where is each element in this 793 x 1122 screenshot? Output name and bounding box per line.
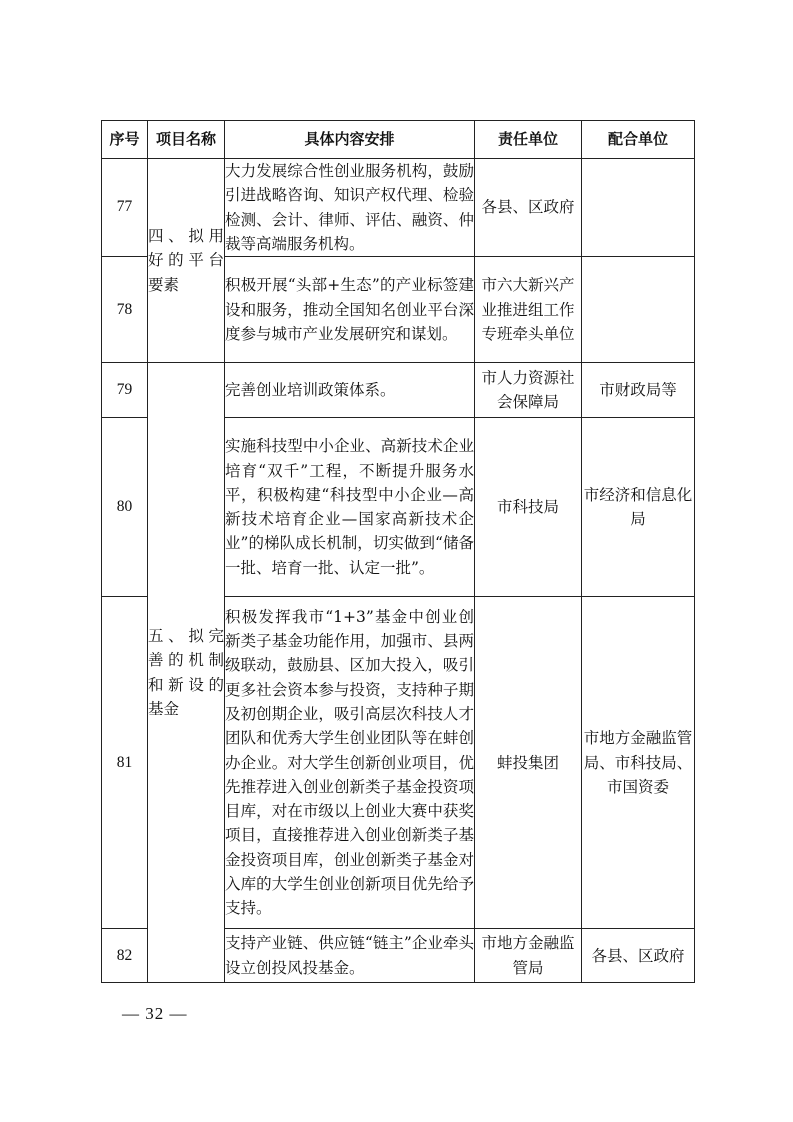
row-support-unit	[582, 159, 695, 257]
page-number: — 32 —	[122, 1004, 188, 1023]
row-support-unit: 市经济和信息化局	[582, 418, 695, 597]
row-support-unit	[582, 257, 695, 363]
row-lead-unit: 市科技局	[475, 418, 582, 597]
header-lead-unit: 责任单位	[475, 121, 582, 159]
row-content: 支持产业链、供应链“链主”企业牵头设立创投风投基金。	[225, 929, 475, 983]
table-row	[102, 363, 695, 418]
row-content: 实施科技型中小企业、高新技术企业培育“双千”工程，不断提升服务水平，积极构建“科技型中小企业—高新技术培育企业—国家高新技术企业”的梯队成长机制，切实做到“储备一批、培育一批、认定一批”。	[225, 418, 475, 597]
header-support-unit: 配合单位	[582, 121, 695, 159]
header-content: 具体内容安排	[225, 121, 475, 159]
table-row	[102, 159, 695, 257]
row-content: 完善创业培训政策体系。	[225, 363, 475, 418]
task-table	[101, 120, 695, 983]
project-group-name: 四、拟用好的平台要素	[148, 159, 225, 363]
row-lead-unit: 市六大新兴产业推进组工作专班牵头单位	[475, 257, 582, 363]
table-header-row	[102, 121, 695, 159]
row-content: 积极开展“头部+生态”的产业标签建设和服务，推动全国知名创业平台深度参与城市产业发展研究和谋划。	[225, 257, 475, 363]
row-number: 78	[102, 257, 148, 363]
project-group-name: 五、拟完善的机制和新设的基金	[148, 363, 225, 983]
header-no: 序号	[102, 121, 148, 159]
row-number: 77	[102, 159, 148, 257]
row-content: 积极发挥我市“1+3”基金中创业创新类子基金功能作用，加强市、县两级联动，鼓励县、区加大投入，吸引更多社会资本参与投资，支持种子期及初创期企业，吸引高层次科技人才团队和优秀大学生创业团队等在蚌创办企业。对大学生创新创业项目，优先推荐进入创业创新类子基金投资项目库，对在市级以上创业大赛中获奖项目，直接推荐进入创业创新类子基金投资项目库，创业创新类子基金对入库的大学生创业创新项目优先给予支持。	[225, 597, 475, 929]
row-support-unit: 各县、区政府	[582, 929, 695, 983]
row-number: 80	[102, 418, 148, 597]
row-lead-unit: 蚌投集团	[475, 597, 582, 929]
row-number: 79	[102, 363, 148, 418]
row-number: 81	[102, 597, 148, 929]
row-support-unit: 市地方金融监管局、市科技局、市国资委	[582, 597, 695, 929]
row-support-unit: 市财政局等	[582, 363, 695, 418]
row-lead-unit: 各县、区政府	[475, 159, 582, 257]
row-lead-unit: 市地方金融监管局	[475, 929, 582, 983]
row-number: 82	[102, 929, 148, 983]
header-project: 项目名称	[148, 121, 225, 159]
row-lead-unit: 市人力资源社会保障局	[475, 363, 582, 418]
row-content: 大力发展综合性创业服务机构，鼓励引进战略咨询、知识产权代理、检验检测、会计、律师、评估、融资、仲裁等高端服务机构。	[225, 159, 475, 257]
